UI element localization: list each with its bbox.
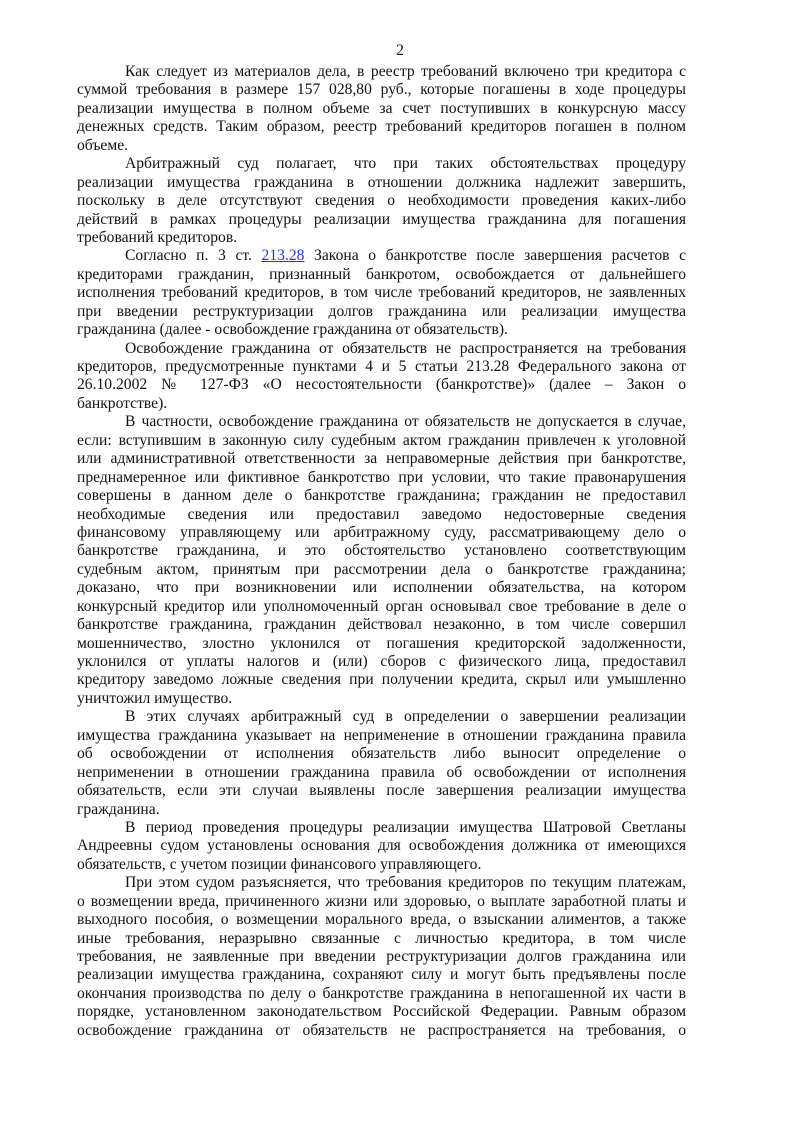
text-line: Арбитражный суд полагает, что при таких обстоятельствах процедуру bbox=[125, 155, 686, 173]
text-line: конкурсный кредитор или уполномоченный орган основывал свое требование в деле о bbox=[77, 597, 686, 615]
text-line: действий в рамках процедуры реализации имущества гражданина для погашения bbox=[77, 210, 686, 228]
text-line: поскольку в деле отсутствуют сведения о необходимости проведения каких-либо bbox=[77, 192, 686, 210]
text-line: гражданина. bbox=[77, 800, 160, 818]
text-line: В период проведения процедуры реализации имущества Шатровой Светланы bbox=[125, 818, 686, 836]
text-line: финансовому управляющему или арбитражному суду, рассматривающему дело о bbox=[77, 523, 686, 541]
paragraph bbox=[77, 155, 686, 247]
text-line: Освобождение гражданина от обязательств не распространяется на требования bbox=[125, 339, 686, 357]
text-line: уничтожил имущество. bbox=[77, 689, 233, 707]
text-line: 26.10.2002 № 127-ФЗ «О несостоятельности (банкротстве)» (далее – Закон о bbox=[77, 376, 686, 394]
text-line: реализации имущества в полном объеме за счет поступивших в конкурсную массу bbox=[77, 99, 686, 117]
paragraph bbox=[77, 708, 686, 819]
text-line: кредитору заведомо ложные сведения при получении кредита, скрыл или умышленно bbox=[77, 671, 686, 689]
text-line: реализации имущества гражданина, сохраняют силу и могут быть предъявлены после bbox=[77, 966, 686, 984]
text-line: требований кредиторов. bbox=[77, 228, 238, 246]
text-line: кредиторов, предусмотренные пунктами 4 и 5 статьи 213.28 Федерального закона от bbox=[77, 358, 686, 375]
article-link[interactable]: 213.28 bbox=[261, 247, 305, 265]
page-number: 2 bbox=[396, 42, 404, 59]
document-body bbox=[77, 63, 686, 1040]
text-line: денежных средств. Таким образом, реестр требований кредиторов погашен в полном bbox=[77, 118, 686, 136]
line-text-before-link: Согласно п. 3 ст. bbox=[125, 247, 252, 265]
paragraph bbox=[77, 63, 686, 155]
text-line: судебным актом, принятым при рассмотрении дела о банкротстве гражданина; bbox=[77, 560, 686, 578]
paragraph bbox=[77, 340, 686, 414]
text-line: исполнения требований кредиторов, в том числе требований кредиторов, не заявленных bbox=[77, 284, 686, 302]
text-line: при введении реструктуризации долгов гражданина или реализации имущества bbox=[77, 302, 686, 320]
text-line: имущества гражданина указывает на неприменение в отношении гражданина правила bbox=[77, 726, 686, 744]
paragraph bbox=[77, 819, 686, 874]
text-line: кредиторами гражданин, признанный банкротом, освобождается от дальнейшего bbox=[77, 265, 686, 283]
text-line: гражданина (далее - освобождение гражданина от обязательств). bbox=[77, 321, 508, 339]
text-line: необходимые сведения или предоставил заведомо недостоверные сведения bbox=[77, 505, 686, 523]
paragraph bbox=[77, 874, 686, 1040]
text-line: В этих случаях арбитражный суд в определении о завершении реализации bbox=[125, 708, 686, 726]
text-line bbox=[77, 247, 686, 265]
text-line: неприменении в отношении гражданина правила об освобождении от исполнения bbox=[77, 763, 686, 781]
text-line: Как следует из материалов дела, в реестр требований включено три кредитора с bbox=[125, 63, 686, 80]
text-line: реализации имущества гражданина в отношении должника надлежит завершить, bbox=[77, 173, 686, 191]
text-line: банкротстве гражданина, и это обстоятельство установлено соответствующим bbox=[77, 542, 686, 560]
text-line: освобождение гражданина от обязательств не распространяется на требования, о bbox=[77, 1021, 686, 1039]
paragraph bbox=[77, 413, 686, 708]
text-line: уклонился от уплаты налогов и (или) сборов с физического лица, предоставил bbox=[77, 653, 686, 670]
text-line: В частности, освобождение гражданина от обязательств не допускается в случае, bbox=[125, 413, 686, 431]
text-line: о возмещении вреда, причиненного жизни или здоровью, о выплате заработной платы и bbox=[77, 892, 686, 910]
paragraph bbox=[77, 247, 686, 339]
text-line: преднамеренное или фиктивное банкротство при условии, что такие правонарушения bbox=[77, 468, 686, 486]
text-line: банкротстве гражданина, гражданин действовал незаконно, в том числе совершил bbox=[77, 616, 686, 634]
text-line: иные требования, неразрывно связанные с личностью кредитора, в том числе bbox=[77, 929, 686, 947]
text-line: требования, не заявленные при введении реструктуризации долгов гражданина или bbox=[77, 948, 686, 965]
text-line: мошенничество, злостно уклонился от погашения кредиторской задолженности, bbox=[77, 634, 686, 652]
text-line: При этом судом разъясняется, что требования кредиторов по текущим платежам, bbox=[125, 874, 686, 892]
text-line: суммой требования в размере 157 028,80 руб., которые погашены в ходе процедуры bbox=[77, 81, 686, 99]
text-line: обязательств, если эти случаи выявлены после завершения реализации имущества bbox=[77, 782, 686, 800]
text-line: об освобождении от исполнения обязательств либо выносит определение о bbox=[77, 745, 686, 763]
text-line: доказано, что при возникновении или исполнении обязательства, на котором bbox=[77, 579, 686, 597]
text-line: порядке, установленном законодательством Российской Федерации. Равным образом bbox=[77, 1003, 686, 1021]
text-line: обязательств, с учетом позиции финансового управляющего. bbox=[77, 855, 482, 873]
text-line: если: вступившим в законную силу судебным актом гражданин привлечен к уголовной bbox=[77, 431, 686, 449]
text-line: выходного пособия, о возмещении морального вреда, о взыскании алиментов, а также bbox=[77, 911, 686, 929]
text-line: совершены в данном деле о банкротстве гражданина; гражданин не предоставил bbox=[77, 487, 686, 505]
line-text-after-link: Закона о банкротстве после завершения расчетов с bbox=[314, 247, 687, 265]
text-line: банкротстве). bbox=[77, 394, 168, 412]
text-line: объеме. bbox=[77, 136, 129, 154]
text-line: окончания производства по делу о банкротстве гражданина в непогашенной их части в bbox=[77, 984, 686, 1002]
text-line: или административной ответственности за неправомерные действия при банкротстве, bbox=[77, 450, 686, 468]
text-line: Андреевны судом установлены основания для освобождения должника от имеющихся bbox=[77, 837, 686, 855]
